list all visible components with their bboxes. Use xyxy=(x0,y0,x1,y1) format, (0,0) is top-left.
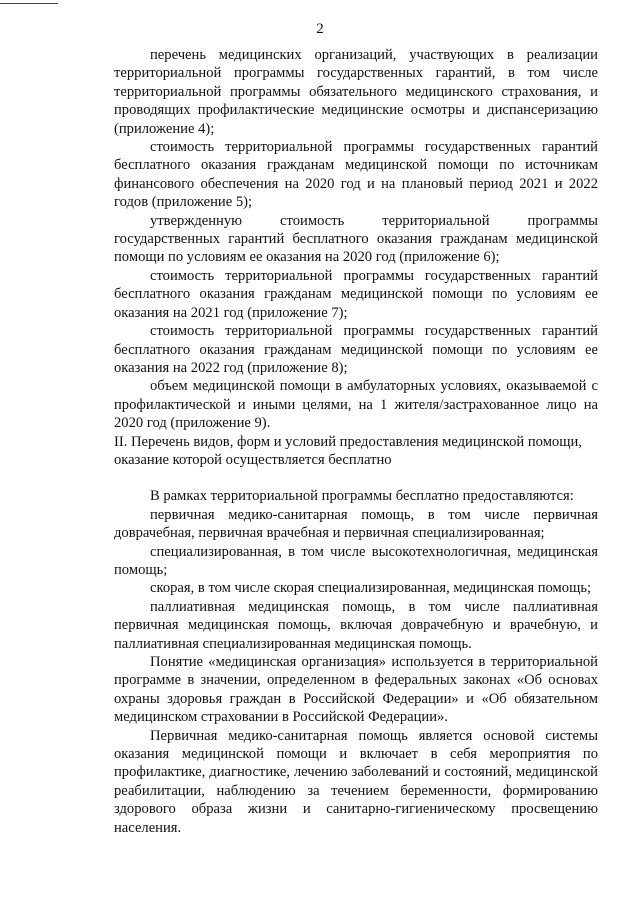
paragraph: специализированная, в том числе высокотехнологичная, медицинская помощь; xyxy=(114,543,598,578)
section-heading-line-1: II. Перечень видов, форм и условий предоставления медицинской помощи, xyxy=(114,433,582,450)
list-item: стоимость территориальной программы государственных гарантий бесплатного оказания гражданам медицинской помощи по условиям ее оказания на 2022 год (приложение 8); xyxy=(114,323,598,376)
page-number: 2 xyxy=(316,21,324,37)
list-item: объем медицинской помощи в амбулаторных условиях, оказываемой с профилактической и иными целями, на 1 жителя/застрахованное лицо на 2020 год (приложение 9). xyxy=(114,378,598,432)
top-rule xyxy=(0,3,58,4)
paragraph: паллиативная медицинская помощь, в том числе паллиативная первичная медицинская помощь, включая доврачебную и врачебную, и паллиативная специализированная медицинская помощь. xyxy=(114,598,598,652)
list-item: перечень медицинских организаций, участвующих в реализации территориальной программы государственных гарантий, в том числе территориальной программы обязательного медицинского страхования, и проводящих профилактические медицинские осмотры и диспансеризацию (приложение 4); xyxy=(114,47,598,137)
paragraph: В рамках территориальной программы бесплатно предоставляются: xyxy=(150,488,574,505)
list-item: стоимость территориальной программы государственных гарантий бесплатного оказания гражданам медицинской помощи по источникам финансового обеспечения на 2020 год и на плановый период 2021 и 2022 годов (приложение 5); xyxy=(114,139,598,211)
list-item: стоимость территориальной программы государственных гарантий бесплатного оказания гражданам медицинской помощи по условиям ее оказания на 2021 год (приложение 7); xyxy=(114,267,598,321)
spacer xyxy=(114,469,598,487)
section-heading-line-2: оказание которой осуществляется бесплатно xyxy=(114,451,392,468)
list-item: утвержденную стоимость территориальной программы государственных гарантий бесплатного оказания гражданам медицинской помощи по условиям ее оказания на 2020 год (приложение 6); xyxy=(114,212,598,266)
document-body xyxy=(114,46,598,837)
paragraph: скорая, в том числе скорая специализированная, медицинская помощь; xyxy=(150,580,592,597)
paragraph: первичная медико-санитарная помощь, в том числе первичная доврачебная, первичная врачебная и первичная специализированная; xyxy=(114,506,598,542)
paragraph: Первичная медико-санитарная помощь является основой системы оказания медицинской помощи и включает в себя мероприятия по профилактике, диагностике, лечению заболеваний и состояний, медицинской реабилитации, наблюдению за течением беременности, формированию здорового образа жизни и санитарно-гигиеническому просвещению населения. xyxy=(114,727,598,836)
paragraph: Понятие «медицинская организация» используется в территориальной программе в значении, определенном в федеральных законах «Об основах охраны здоровья граждан в Российской Федерации» и «Об обязательном медицинском страховании в Российской Федерации». xyxy=(114,654,598,726)
section-heading xyxy=(114,433,598,470)
